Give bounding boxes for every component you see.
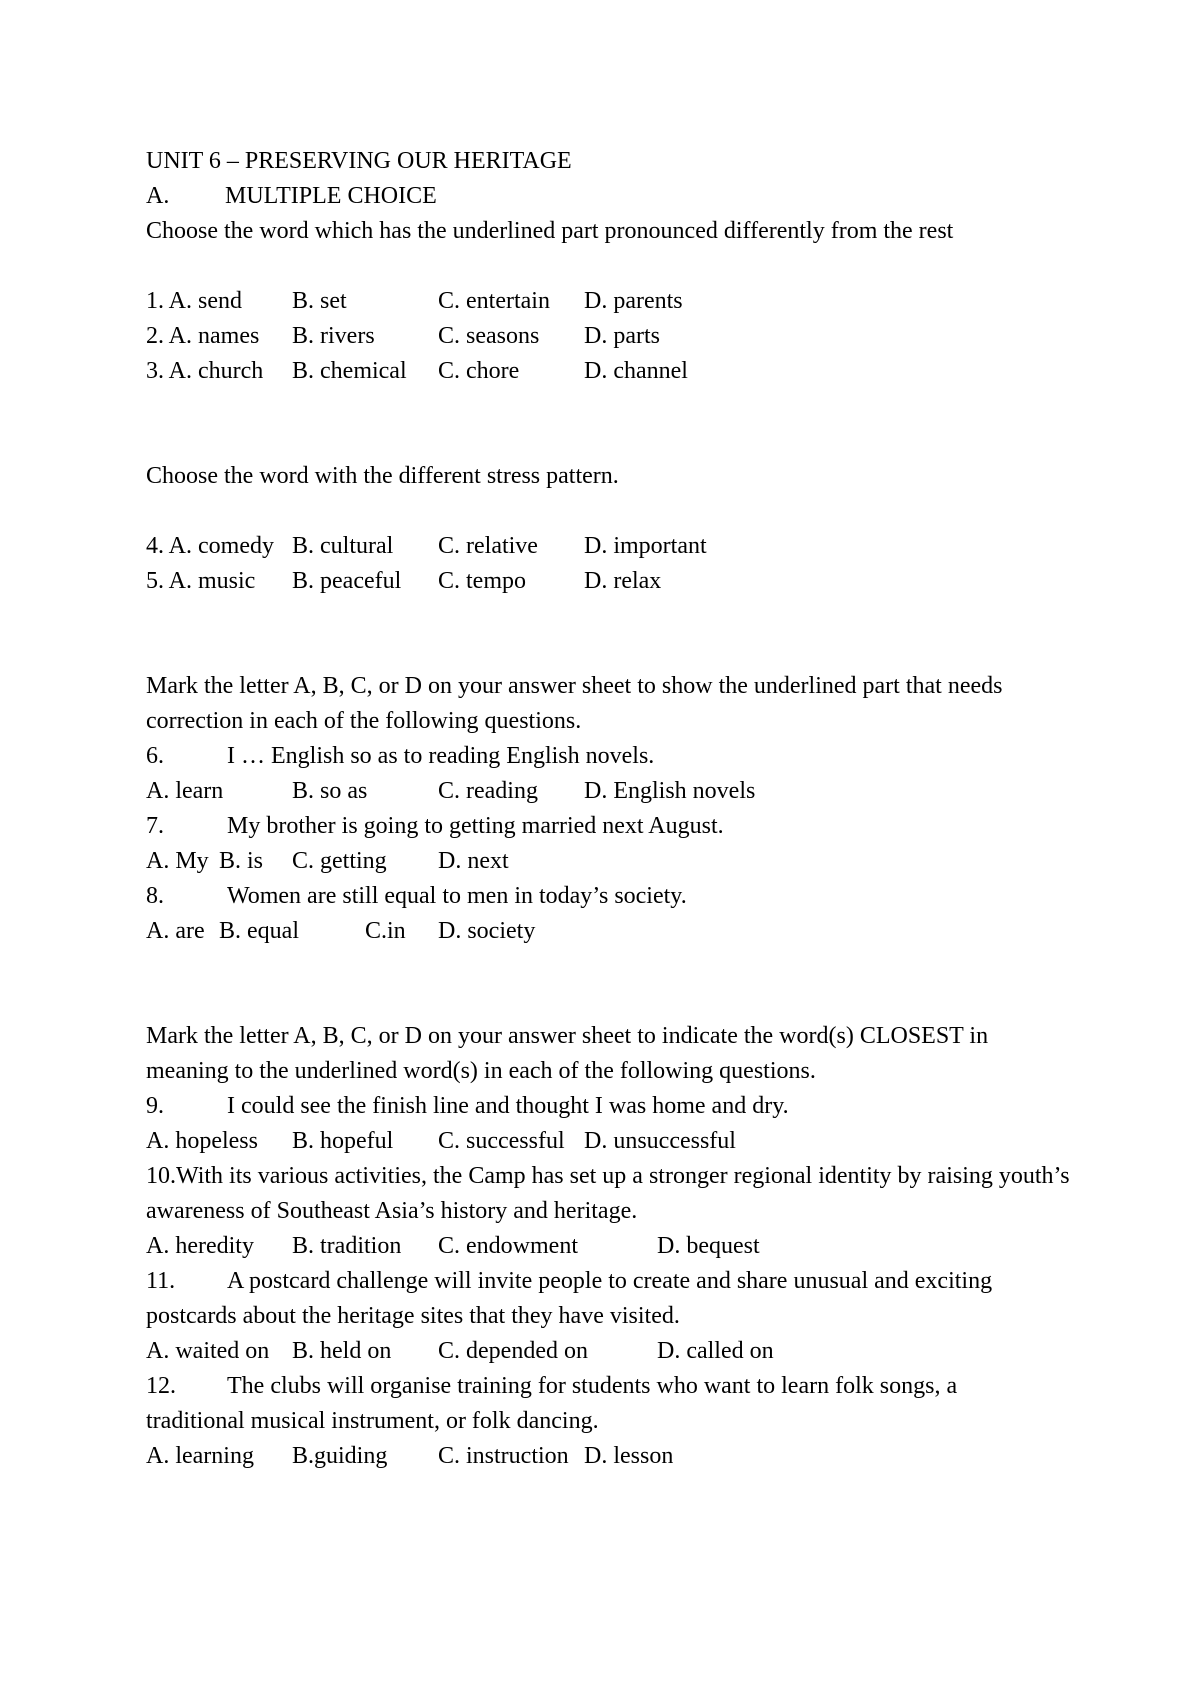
q9-number: 9. [146,1093,164,1119]
question-9-options [146,1124,1076,1159]
q2-option-d: D. parts [584,323,660,349]
q9-option-c: C. successful [438,1128,565,1154]
q1-option-c: C. entertain [438,288,550,314]
q9-text: I could see the finish line and thought I was home and dry. [227,1093,789,1119]
section-name: MULTIPLE CHOICE [225,183,437,209]
q6-option-a: A. learn [146,778,224,804]
question-5 [146,564,1076,599]
question-3 [146,354,1076,389]
question-2 [146,319,1076,354]
q3-option-b: B. chemical [292,358,407,384]
page-title: UNIT 6 – PRESERVING OUR HERITAGE [146,148,572,174]
q11-option-c: C. depended on [438,1338,588,1364]
q6-number: 6. [146,743,164,769]
question-8 [146,879,1076,914]
q5-option-c: C. tempo [438,568,526,594]
q10-option-c: C. endowment [438,1233,578,1259]
q7-option-b: B. is [219,848,264,874]
q6-text: I … English so as to reading English novels. [227,743,655,769]
q2-option-a: 2. A. names [146,323,260,349]
question-8-options [146,914,1076,949]
q5-option-d: D. relax [584,568,662,594]
q10-option-d: D. bequest [657,1233,760,1259]
q4-option-d: D. important [584,533,707,559]
q1-option-d: D. parents [584,288,683,314]
question-6 [146,739,1076,774]
question-12-options [146,1439,1076,1474]
q5-option-b: B. peaceful [292,568,402,594]
q3-option-d: D. channel [584,358,688,384]
q1-option-b: B. set [292,288,347,314]
q11-option-a: A. waited on [146,1338,270,1364]
q7-text: My brother is going to getting married next August. [227,813,724,839]
q4-option-b: B. cultural [292,533,394,559]
q12-text-line2: traditional musical instrument, or folk dancing. [146,1408,599,1434]
question-7-options [146,844,1076,879]
q7-option-c: C. getting [292,848,387,874]
q9-option-a: A. hopeless [146,1128,258,1154]
q10-option-a: A. heredity [146,1233,254,1259]
question-6-options [146,774,1076,809]
q3-option-c: C. chore [438,358,520,384]
q4-option-a: 4. A. comedy [146,533,274,559]
q11-text-line2: postcards about the heritage sites that they have visited. [146,1303,680,1329]
q12-option-c: C. instruction [438,1443,569,1469]
q4-option-c: C. relative [438,533,538,559]
q7-number: 7. [146,813,164,839]
question-1 [146,284,1076,319]
q8-number: 8. [146,883,164,909]
question-10-options [146,1229,1076,1264]
q11-text-line1: A postcard challenge will invite people to create and share unusual and exciting [227,1268,993,1294]
q8-option-a: A. are [146,918,205,944]
section-letter: A. [146,183,170,209]
q8-option-d: D. society [438,918,536,944]
stress-instruction: Choose the word with the different stress pattern. [146,463,619,489]
q12-number: 12. [146,1373,176,1399]
q11-number: 11. [146,1268,176,1294]
q11-option-b: B. held on [292,1338,392,1364]
closest-instruction: Mark the letter A, B, C, or D on your answer sheet to indicate the word(s) CLOSEST in meaning to the underlined word(s) in each of the following questions. [146,1023,989,1084]
correction-instruction: Mark the letter A, B, C, or D on your answer sheet to show the underlined part that needs correction in each of the following questions. [146,673,1003,734]
q12-option-b: B.guiding [292,1443,388,1469]
q9-option-b: B. hopeful [292,1128,394,1154]
q10-option-b: B. tradition [292,1233,402,1259]
q10-text: 10.With its various activities, the Camp has set up a stronger regional identity by raising youth’s awareness of Southeast Asia’s history and heritage. [146,1163,1070,1224]
question-12 [146,1369,1076,1404]
q3-option-a: 3. A. church [146,358,264,384]
q2-option-b: B. rivers [292,323,375,349]
q1-option-a: 1. A. send [146,288,242,314]
pronunciation-instruction: Choose the word which has the underlined part pronounced differently from the rest [146,218,954,244]
q5-option-a: 5. A. music [146,568,256,594]
q6-option-c: C. reading [438,778,538,804]
question-4 [146,529,1076,564]
q7-option-a: A. My [146,848,209,874]
question-11-options [146,1334,1076,1369]
q8-text: Women are still equal to men in today’s society. [227,883,687,909]
q7-option-d: D. next [438,848,509,874]
q6-option-b: B. so as [292,778,368,804]
q11-option-d: D. called on [657,1338,774,1364]
question-7 [146,809,1076,844]
q12-option-d: D. lesson [584,1443,674,1469]
q12-option-a: A. learning [146,1443,254,1469]
q8-option-b: B. equal [219,918,299,944]
q9-option-d: D. unsuccessful [584,1128,736,1154]
q8-option-c: C.in [365,918,406,944]
q12-text-line1: The clubs will organise training for students who want to learn folk songs, a [227,1373,958,1399]
section-heading [146,179,1076,214]
question-11 [146,1264,1076,1299]
question-9 [146,1089,1076,1124]
q2-option-c: C. seasons [438,323,540,349]
q6-option-d: D. English novels [584,778,756,804]
document-content [146,144,1076,1474]
